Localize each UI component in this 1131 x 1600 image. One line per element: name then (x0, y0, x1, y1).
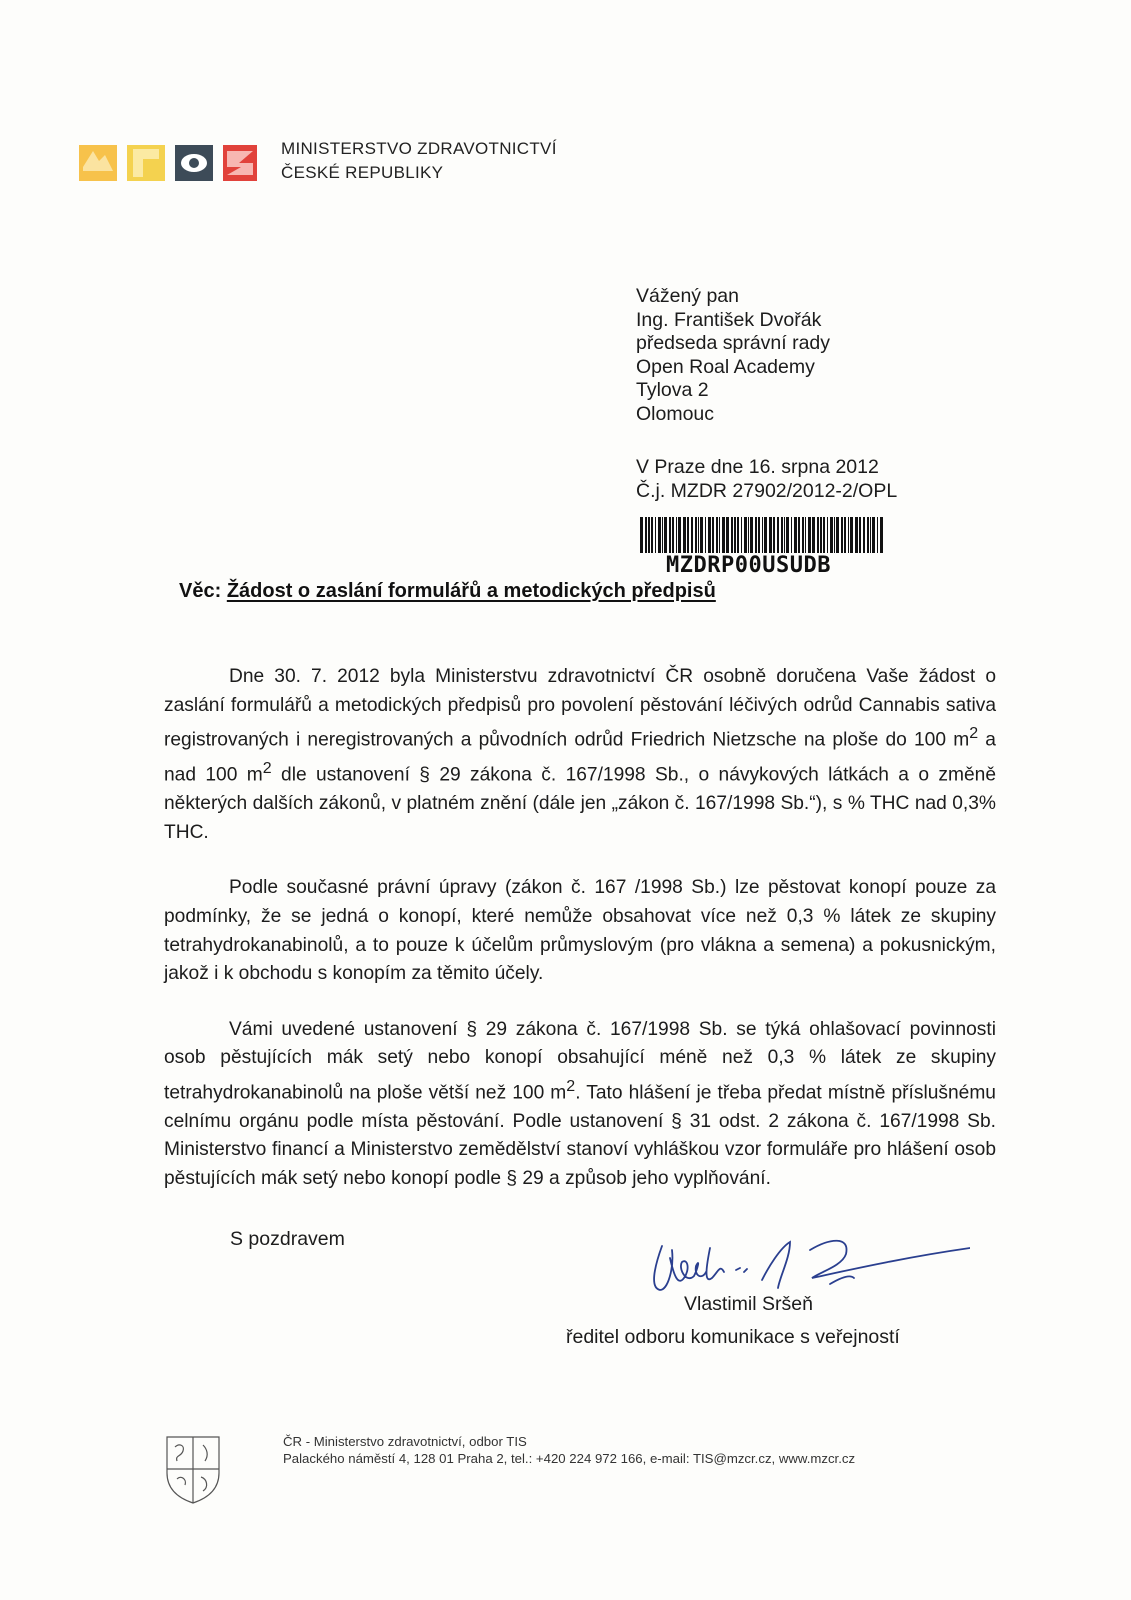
body-paragraph-1-part-c: dle ustanovení § 29 zákona č. 167/1998 Sb., o návykových látkách a o změně některých dalších zákonů, v platném znění (dále jen „zákon č. 167/1998 Sb.“), s % THC nad 0,3% THC. (164, 764, 996, 843)
body-paragraph-2: Podle současné právní úpravy (zákon č. 167 /1998 Sb.) lze pěstovat konopí pouze za podmínky, že se jedná o konopí, které nemůže obsahovat více než 0,3 % látek ze skupiny tetrahydrokanabinolů, a to pouze k účelům průmyslovým (pro vlákna a semena) a pokusnickým, jakož i k obchodu s konopím za těmito účely. (164, 877, 996, 985)
letter-meta (636, 456, 897, 503)
ministry-name (281, 137, 557, 185)
body-paragraph-1-part-a: Dne 30. 7. 2012 byla Ministerstvu zdravotnictví ČR osobně doručena Vaše žádost o zaslání formulářů a metodických předpisů pro povolení pěstování léčivých odrůd Cannabis sativa registrovaných i neregistrovaných a původních odrůd Friedrich Nietzsche na ploše do 100 m (164, 666, 996, 751)
closing-greeting: S pozdravem (230, 1228, 345, 1250)
superscript-2: 2 (969, 725, 979, 743)
ministry-name-line2: ČESKÉ REPUBLIKY (281, 163, 444, 182)
letter-date: V Praze dne 16. srpna 2012 (636, 456, 879, 478)
recipient-position: předseda správní rady (636, 332, 831, 354)
recipient-address (636, 285, 830, 426)
recipient-organization: Open Roal Academy (636, 355, 815, 378)
superscript-2: 2 (262, 760, 272, 778)
ministry-name-line1: MINISTERSTVO ZDRAVOTNICTVÍ (281, 139, 557, 158)
signer-name: Vlastimil Sršeň (684, 1293, 813, 1315)
superscript-2: 2 (566, 1077, 576, 1095)
letter-body (164, 663, 996, 1221)
recipient-name: Ing. František Dvořák (636, 308, 822, 331)
subject-text: Žádost o zaslání formulářů a metodických předpisů (226, 580, 716, 602)
barcode (640, 517, 885, 553)
body-paragraph-3-part-b: . Tato hlášení je třeba předat místně příslušnému celnímu orgánu podle místa pěstování. Podle ustanovení § 31 odst. 2 zákona č. 167/1998 Sb. Ministerstvo financí a Ministerstvo zemědělství stanoví vyhláškou vzor formuláře pro hlášení osob pěstujících mák setý nebo konopí podle § 29 a způsob jeho vyplňování. (164, 1082, 996, 1190)
reference-number: Č.j. MZDR 27902/2012-2/OPL (636, 479, 898, 502)
subject-line (179, 580, 716, 603)
barcode-code: MZDRP00USUDB (666, 553, 831, 578)
footer (283, 1433, 855, 1467)
body-paragraph-3-part-a: Vámi uvedené ustanovení § 29 zákona č. 167/1998 Sb. se týká ohlašovací povinnosti osob pěstujících mák setý nebo konopí obsahující méně než 0,3 % látek ze skupiny tetrahydrokanabinolů na ploše větší než 100 m (164, 1018, 996, 1104)
footer-line2: Palackého náměstí 4, 128 01 Praha 2, tel.: +420 224 972 166, e-mail: TIS@mzcr.cz, www.mzcr.cz (283, 1451, 856, 1466)
body-paragraph-1 (164, 663, 996, 847)
state-emblem-icon (163, 1433, 223, 1505)
recipient-city: Olomouc (636, 402, 715, 425)
body-paragraph-1-part-b: a nad 100 m (164, 729, 996, 786)
footer-line1: ČR - Ministerstvo zdravotnictví, odbor TIS (283, 1434, 527, 1449)
subject-label: Věc: (179, 580, 222, 602)
recipient-salutation: Vážený pan (636, 285, 739, 307)
body-paragraph-3 (164, 1016, 996, 1194)
ministry-logo (79, 137, 259, 183)
signer-role: ředitel odboru komunikace s veřejností (566, 1326, 900, 1348)
recipient-street: Tylova 2 (636, 379, 709, 401)
